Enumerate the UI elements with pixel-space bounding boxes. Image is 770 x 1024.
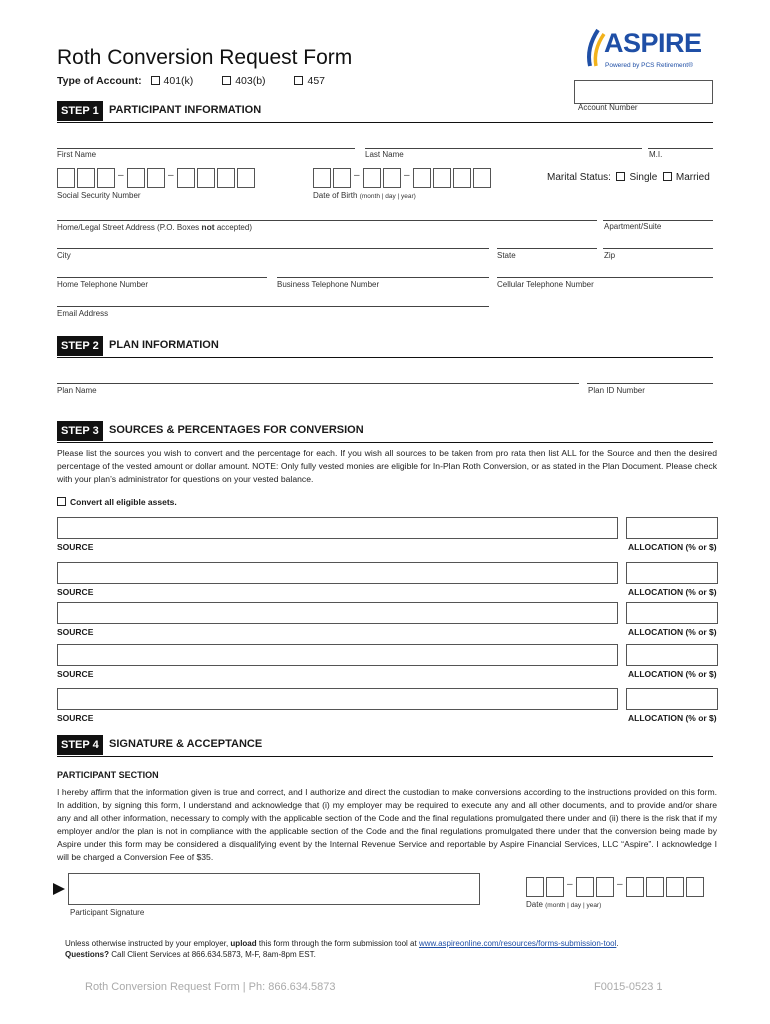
marital-married-option[interactable]: Married [663, 172, 710, 183]
allocation-label: ALLOCATION (% or $) [628, 587, 717, 597]
allocation-input[interactable] [626, 688, 718, 710]
dob-input[interactable]: – – [313, 168, 503, 190]
first-name-label: First Name [57, 150, 97, 159]
checkbox-icon[interactable] [57, 497, 66, 506]
account-type-row [57, 75, 351, 87]
first-name-input[interactable] [57, 148, 355, 149]
logo-sub: Powered by PCS Retirement® [605, 62, 693, 69]
plan-name-label: Plan Name [57, 386, 97, 395]
business-phone-input[interactable] [277, 277, 489, 278]
allocation-input[interactable] [626, 644, 718, 666]
apt-input[interactable] [603, 220, 713, 221]
state-input[interactable] [497, 248, 597, 249]
mi-input[interactable] [648, 148, 713, 149]
allocation-label: ALLOCATION (% or $) [628, 713, 717, 723]
checkbox-icon[interactable] [294, 76, 303, 85]
step3-tag: STEP 3 [57, 421, 103, 441]
dob-label: Date of Birth (month | day | year) [313, 191, 416, 200]
marital-label: Marital Status: [547, 172, 611, 183]
step3-header [57, 421, 713, 443]
allocation-label: ALLOCATION (% or $) [628, 669, 717, 679]
allocation-label: ALLOCATION (% or $) [628, 542, 717, 552]
zip-input[interactable] [603, 248, 713, 249]
source-label: SOURCE [57, 713, 94, 723]
allocation-input[interactable] [626, 517, 718, 539]
plan-id-input[interactable] [587, 383, 713, 384]
checkbox-icon[interactable] [151, 76, 160, 85]
plan-name-input[interactable] [57, 383, 579, 384]
upload-note: Unless otherwise instructed by your employer, upload this form through the form submission tool at www.aspireonline.com/resources/forms-submission-tool. Questions? Call Client Services at 866.634.5873, M-F, 8am-8pm EST. [65, 939, 619, 959]
logo-word: ASPIRE [604, 28, 702, 58]
source-input[interactable] [57, 517, 618, 539]
form-title: Roth Conversion Request Form [57, 46, 353, 69]
marital-single-option[interactable]: Single [616, 172, 657, 183]
zip-label: Zip [604, 251, 616, 260]
signature-label: Participant Signature [70, 908, 145, 917]
address-label: Home/Legal Street Address (P.O. Boxes not accepted) [57, 222, 252, 232]
signature-date-label: Date (month | day | year) [526, 900, 602, 909]
plan-id-label: Plan ID Number [588, 386, 645, 395]
step4-title: SIGNATURE & ACCEPTANCE [109, 738, 263, 750]
checkbox-icon[interactable] [616, 172, 625, 181]
last-name-input[interactable] [365, 148, 642, 149]
state-label: State [497, 251, 516, 260]
aspire-logo [578, 26, 718, 74]
apt-label: Apartment/Suite [604, 222, 662, 231]
affirmation-text: I hereby affirm that the information given is true and correct, and I authorize and direct the custodian to make conversions according to the instructions provided on this form. In addition, by signing this form, I understand and acknowledge that (i) my employer may be required to execute any and all other documents, and to provide and/or share any and all other information, necessary to comply with the applicable section of the Code and the final regulations promulgated there under and (ii) there is the risk that if my employer and/or the plan is not in compliance with the applicable section of the Code and the final regulations promulgated there under that the conversion being made by Aspire under this form may be considered a disqualifying event by the Internal Revenue Service and reportable by Aspire Financial Services, LLC “Aspire”. I acknowledge I will be charged a Conversion Fee of $35. [57, 787, 717, 862]
source-label: SOURCE [57, 627, 94, 637]
footer-left: Roth Conversion Request Form | Ph: 866.634.5873 [85, 981, 336, 993]
allocation-label: ALLOCATION (% or $) [628, 627, 717, 637]
source-label: SOURCE [57, 669, 94, 679]
allocation-input[interactable] [626, 562, 718, 584]
ssn-input[interactable]: – – [57, 168, 267, 190]
home-phone-label: Home Telephone Number [57, 280, 149, 289]
source-label: SOURCE [57, 587, 94, 597]
source-input[interactable] [57, 688, 618, 710]
step2-title: PLAN INFORMATION [109, 339, 219, 351]
account-type-label: Type of Account: [57, 75, 142, 87]
mi-label: M.I. [649, 150, 663, 159]
cell-phone-input[interactable] [497, 277, 713, 278]
step2-header [57, 336, 713, 358]
signature-date-input[interactable]: – – [526, 877, 716, 899]
checkbox-icon[interactable] [663, 172, 672, 181]
last-name-label: Last Name [365, 150, 404, 159]
step4-header [57, 735, 713, 757]
account-number-label: Account Number [578, 103, 638, 112]
email-label: Email Address [57, 309, 109, 318]
cell-phone-label: Cellular Telephone Number [497, 280, 594, 289]
checkbox-icon[interactable] [222, 76, 231, 85]
option-401k[interactable]: 401(k) [151, 75, 194, 87]
step1-tag: STEP 1 [57, 101, 103, 121]
forms-submission-link[interactable]: www.aspireonline.com/resources/forms-submission-tool [418, 939, 617, 948]
step1-title: PARTICIPANT INFORMATION [109, 104, 262, 116]
allocation-input[interactable] [626, 602, 718, 624]
city-input[interactable] [57, 248, 489, 249]
step2-tag: STEP 2 [57, 336, 103, 356]
participant-section-title: PARTICIPANT SECTION [57, 770, 159, 780]
source-input[interactable] [57, 644, 618, 666]
address-input[interactable] [57, 220, 597, 221]
email-input[interactable] [57, 306, 489, 307]
step1-header [57, 101, 713, 123]
business-phone-label: Business Telephone Number [277, 280, 380, 289]
option-403b[interactable]: 403(b) [222, 75, 265, 87]
option-457[interactable]: 457 [294, 75, 325, 87]
footer-right: F0015-0523 1 [594, 981, 663, 993]
source-input[interactable] [57, 602, 618, 624]
source-input[interactable] [57, 562, 618, 584]
home-phone-input[interactable] [57, 277, 267, 278]
marital-status [547, 172, 710, 183]
source-label: SOURCE [57, 542, 94, 552]
signature-arrow-icon [52, 882, 66, 896]
convert-all-option[interactable]: Convert all eligible assets. [57, 497, 177, 507]
city-label: City [57, 251, 71, 260]
step3-instructions: Please list the sources you wish to convert and the percentage for each. If you wish all sources to be taken from pro rata then list ALL for the Source and then the desired percentage of the vested amount or dollar amount. NOTE: Only fully vested monies are eligible for In-Plan Roth Conversion, or as stated in the Plan Document. Please check with your plan’s administrator for questions on your vested balance. [57, 448, 717, 484]
ssn-label: Social Security Number [57, 191, 141, 200]
step4-tag: STEP 4 [57, 735, 103, 755]
step3-title: SOURCES & PERCENTAGES FOR CONVERSION [109, 424, 364, 436]
signature-input[interactable] [68, 873, 480, 905]
